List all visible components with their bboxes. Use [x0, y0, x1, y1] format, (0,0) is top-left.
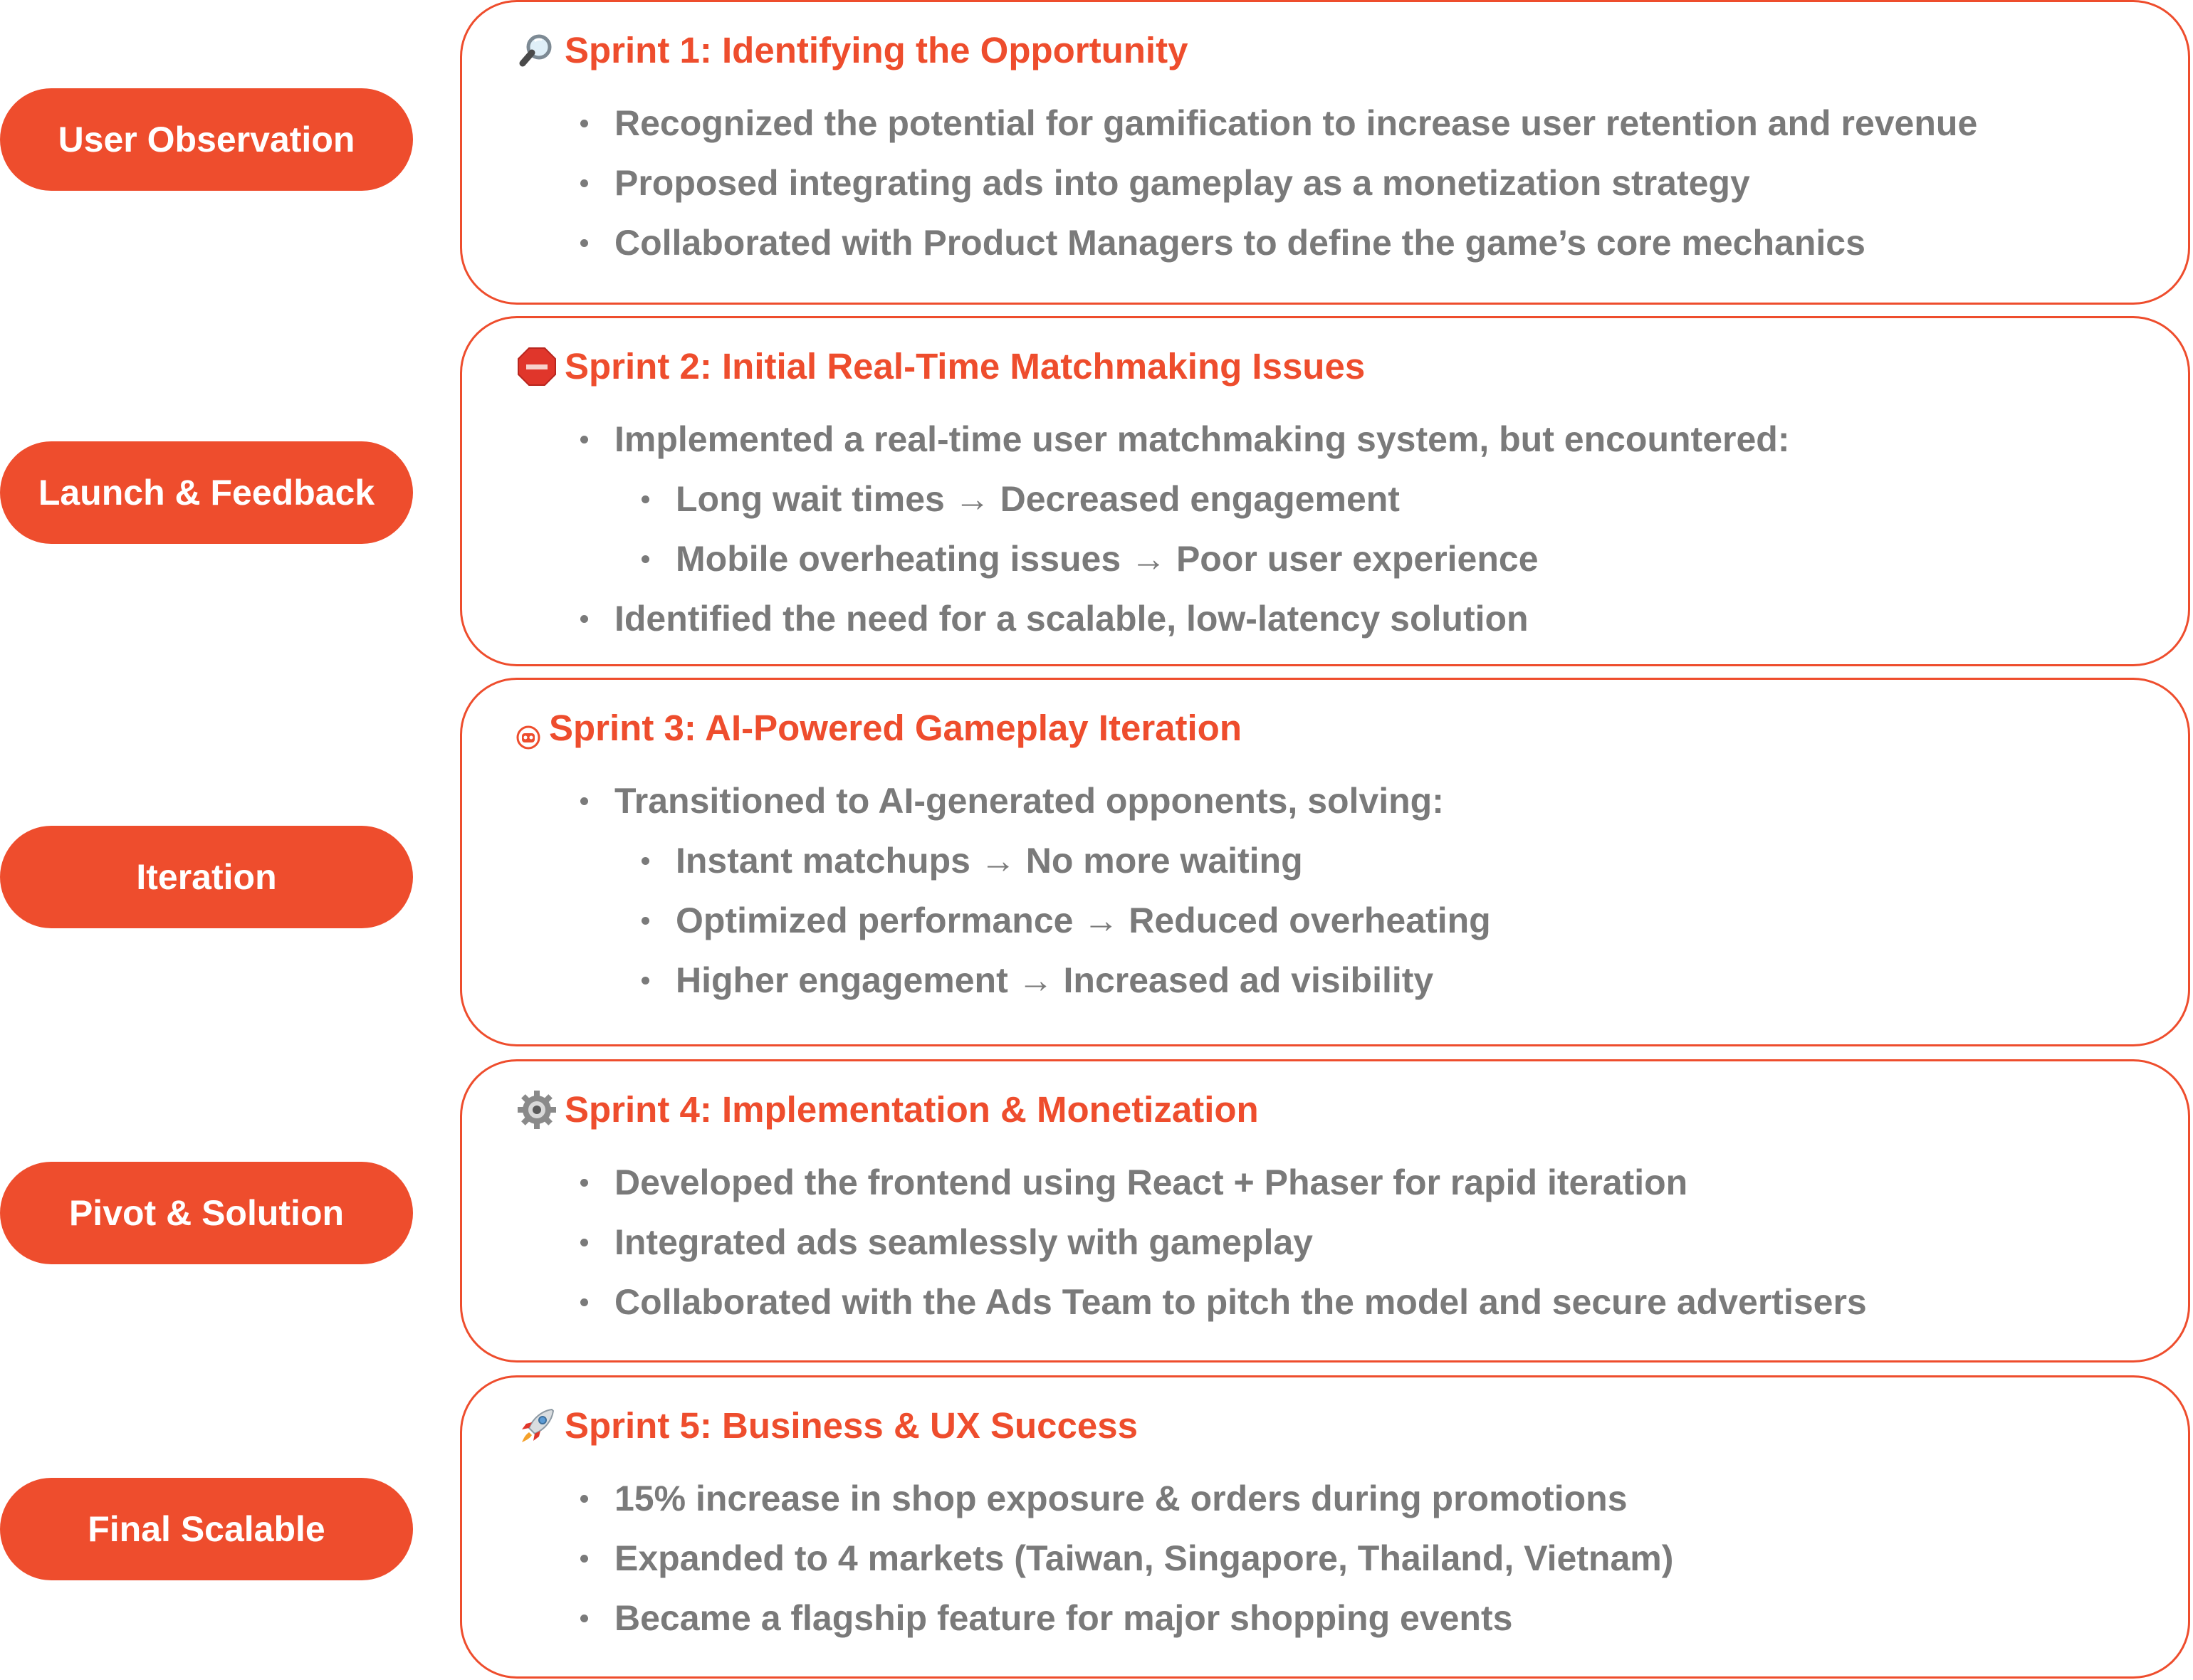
sprint-title-text: Sprint 1: Identifying the Opportunity	[565, 30, 1188, 70]
stage-pill-final-scalable	[0, 1478, 413, 1580]
stage-pill-iteration	[0, 826, 413, 928]
list-item: Collaborated with Product Managers to define the game’s core mechanics	[614, 213, 1977, 273]
sprint-title-text: Sprint 2: Initial Real-Time Matchmaking Issues	[565, 346, 1366, 387]
list-item: Collaborated with the Ads Team to pitch the model and secure advertisers	[614, 1272, 1867, 1332]
sprint-card-5	[460, 1375, 2190, 1679]
magnifier-icon	[516, 30, 558, 71]
stage-label: Iteration	[136, 857, 277, 897]
list-item: Higher engagement → Increased ad visibility	[676, 950, 1491, 1010]
sprint-title	[516, 29, 1188, 71]
sprint-title-text: Sprint 4: Implementation & Monetization	[565, 1089, 1259, 1130]
list-item: Developed the frontend using React + Phaser for rapid iteration	[614, 1153, 1867, 1212]
list-item: Identified the need for a scalable, low-latency solution	[614, 589, 1789, 649]
list-item: Recognized the potential for gamification to increase user retention and revenue	[614, 93, 1977, 153]
sprint-card-4	[460, 1059, 2190, 1363]
bullet-list	[614, 771, 1491, 1010]
stage-pill-user-observation	[0, 88, 413, 191]
list-item: Expanded to 4 markets (Taiwan, Singapore, Thailand, Vietnam)	[614, 1528, 1673, 1588]
sprint-card-3	[460, 678, 2190, 1046]
bullet-list	[614, 409, 1789, 649]
sprint-title	[516, 1088, 1259, 1130]
list-item: Long wait times → Decreased engagement	[676, 469, 1789, 529]
list-item: Mobile overheating issues → Poor user experience	[676, 529, 1789, 589]
list-item: Optimized performance → Reduced overheating	[676, 891, 1491, 950]
list-item: Implemented a real-time user matchmaking system, but encountered:	[614, 409, 1789, 469]
sprint-card-1	[460, 0, 2190, 305]
rocket-icon	[516, 1405, 558, 1447]
bullet-list	[614, 93, 1977, 273]
stage-label: Final Scalable	[88, 1509, 325, 1549]
robot-icon	[516, 716, 540, 740]
sprint-card-2	[460, 316, 2190, 666]
sprint-title-text: Sprint 3: AI-Powered Gameplay Iteration	[549, 708, 1242, 748]
sprint-title-text: Sprint 5: Business & UX Success	[565, 1405, 1138, 1446]
bullet-list	[614, 1153, 1867, 1332]
list-item: Instant matchups → No more waiting	[676, 831, 1491, 891]
list-item: Proposed integrating ads into gameplay as a monetization strategy	[614, 153, 1977, 213]
list-item: Became a flagship feature for major shopping events	[614, 1588, 1673, 1648]
stop-sign-icon	[516, 346, 558, 387]
stage-pill-pivot-solution	[0, 1162, 413, 1264]
stage-pill-launch-feedback	[0, 441, 413, 544]
sprint-title	[516, 1405, 1138, 1447]
bullet-list	[614, 1469, 1673, 1648]
gear-icon	[516, 1089, 558, 1130]
stage-label: Pivot & Solution	[68, 1193, 345, 1233]
list-item: 15% increase in shop exposure & orders during promotions	[614, 1469, 1673, 1528]
stage-label: User Observation	[58, 120, 355, 159]
list-item: Transitioned to AI-generated opponents, solving:	[614, 771, 1491, 831]
sprint-title	[516, 707, 1242, 749]
list-item: Integrated ads seamlessly with gameplay	[614, 1212, 1867, 1272]
sprint-title	[516, 345, 1365, 387]
stage-label: Launch & Feedback	[38, 473, 375, 513]
